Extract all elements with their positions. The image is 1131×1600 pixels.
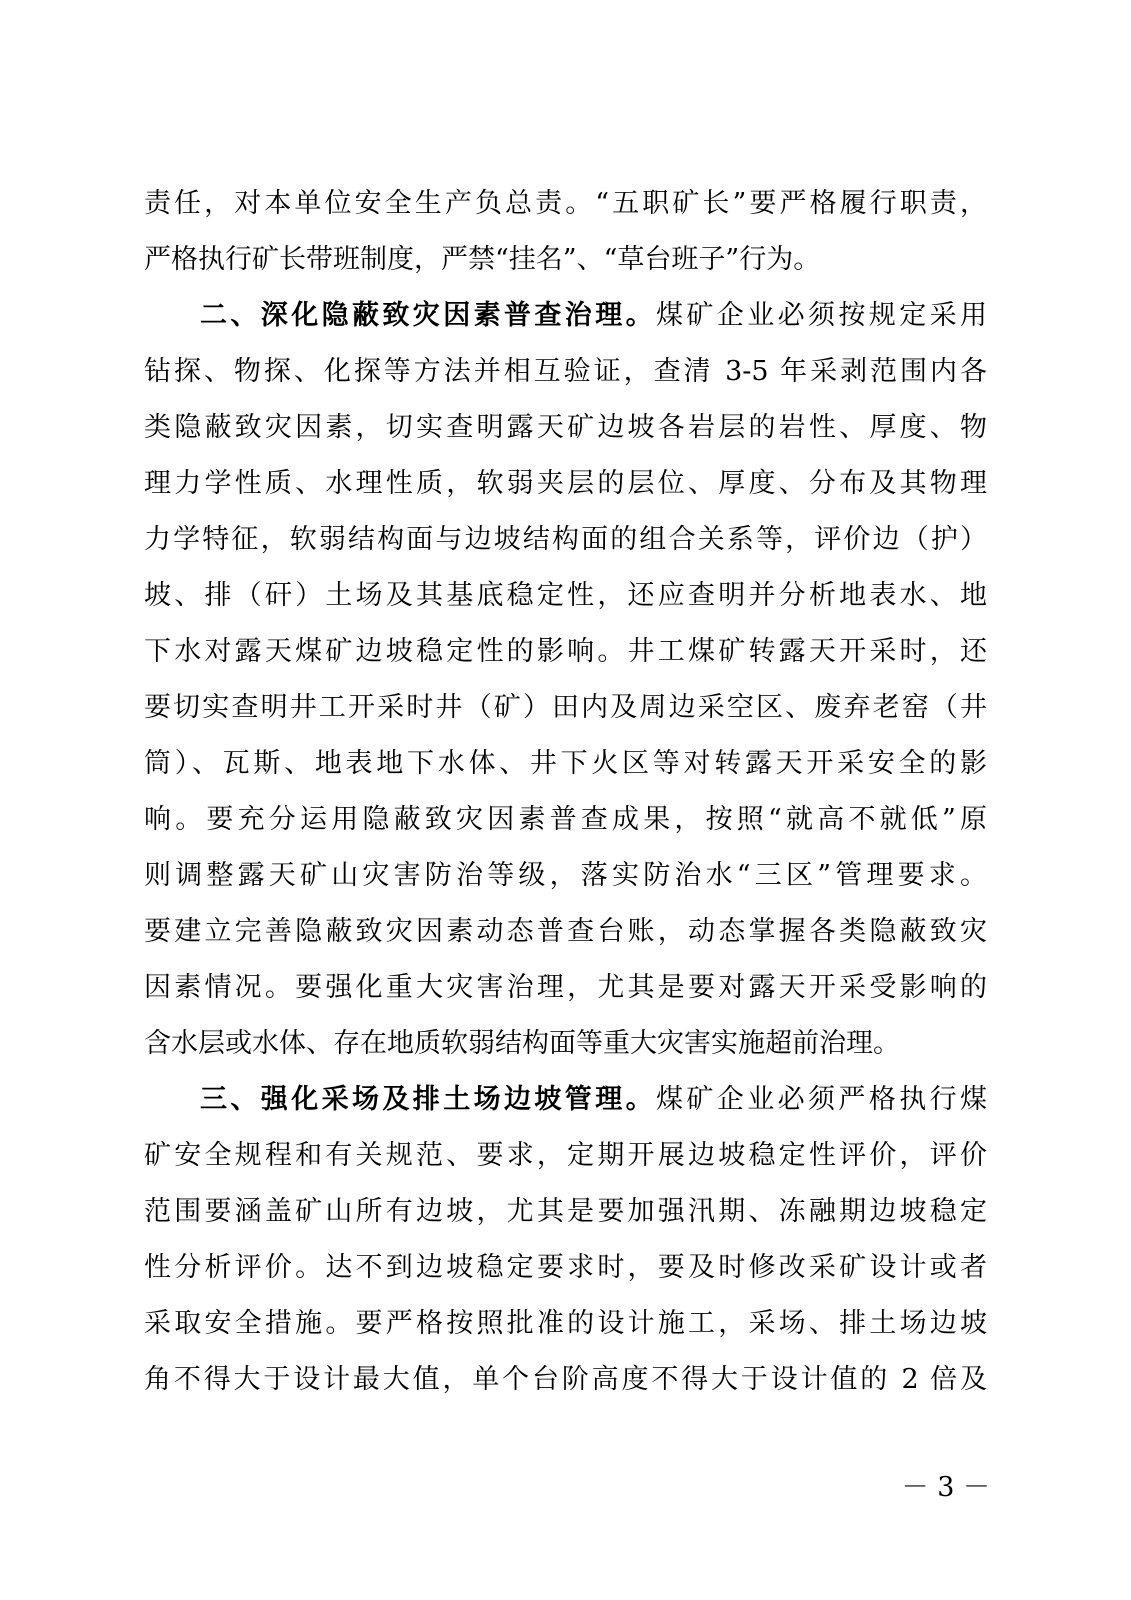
text-line: 要建立完善隐蔽致灾因素动态普查台账，动态掌握各类隐蔽致灾: [144, 916, 987, 947]
text-line: 则调整露天矿山灾害防治等级，落实防治水“三区”管理要求。: [144, 860, 987, 891]
section-heading: 二、深化隐蔽致灾因素普查治理。: [200, 300, 656, 331]
text-line: 性分析评价。达不到边坡稳定要求时，要及时修改采矿设计或者: [144, 1252, 987, 1283]
text-line: 钻探、物探、化探等方法并相互验证，查清 3-5 年采剥范围内各: [144, 356, 987, 387]
text-line: 采取安全措施。要严格按照批准的设计施工，采场、排土场边坡: [144, 1308, 987, 1339]
text-line: 范围要涵盖矿山所有边坡，尤其是要加强汛期、冻融期边坡稳定: [144, 1196, 987, 1227]
text-line: 严格执行矿长带班制度，严禁“挂名”、“草台班子”行为。: [144, 244, 821, 275]
text-line: 理力学性质、水理性质，软弱夹层的层位、厚度、分布及其物理: [144, 468, 987, 499]
text-line: 三、强化采场及排土场边坡管理。煤矿企业必须严格执行煤: [200, 1084, 987, 1115]
text-line: 要切实查明井工开采时井（矿）田内及周边采空区、废弃老窑（井: [144, 692, 987, 723]
text-line: 矿安全规程和有关规范、要求，定期开展边坡稳定性评价，评价: [144, 1140, 987, 1171]
text-line: 责任，对本单位安全生产负总责。“五职矿长”要严格履行职责，: [144, 188, 987, 219]
text-line: 含水层或水体、存在地质软弱结构面等重大灾害实施超前治理。: [144, 1028, 900, 1059]
section-heading: 三、强化采场及排土场边坡管理。: [200, 1084, 656, 1115]
text-line: 类隐蔽致灾因素，切实查明露天矿边坡各岩层的岩性、厚度、物: [144, 412, 987, 443]
text-line: 因素情况。要强化重大灾害治理，尤其是要对露天开采受影响的: [144, 972, 987, 1003]
text-line: 二、深化隐蔽致灾因素普查治理。煤矿企业必须按规定采用: [200, 300, 987, 331]
text-line: 响。要充分运用隐蔽致灾因素普查成果，按照“就高不就低”原: [144, 804, 987, 835]
page-number: － 3 －: [901, 1472, 990, 1503]
text-line: 力学特征，软弱结构面与边坡结构面的组合关系等，评价边（护）: [144, 524, 987, 555]
text-line: 筒）、瓦斯、地表地下水体、井下火区等对转露天开采安全的影: [144, 748, 987, 779]
text-line: 角不得大于设计最大值，单个台阶高度不得大于设计值的 2 倍及: [144, 1364, 987, 1395]
text-line: 坡、排（矸）土场及其基底稳定性，还应查明并分析地表水、地: [144, 580, 987, 611]
text-line: 下水对露天煤矿边坡稳定性的影响。井工煤矿转露天开采时，还: [144, 636, 987, 667]
